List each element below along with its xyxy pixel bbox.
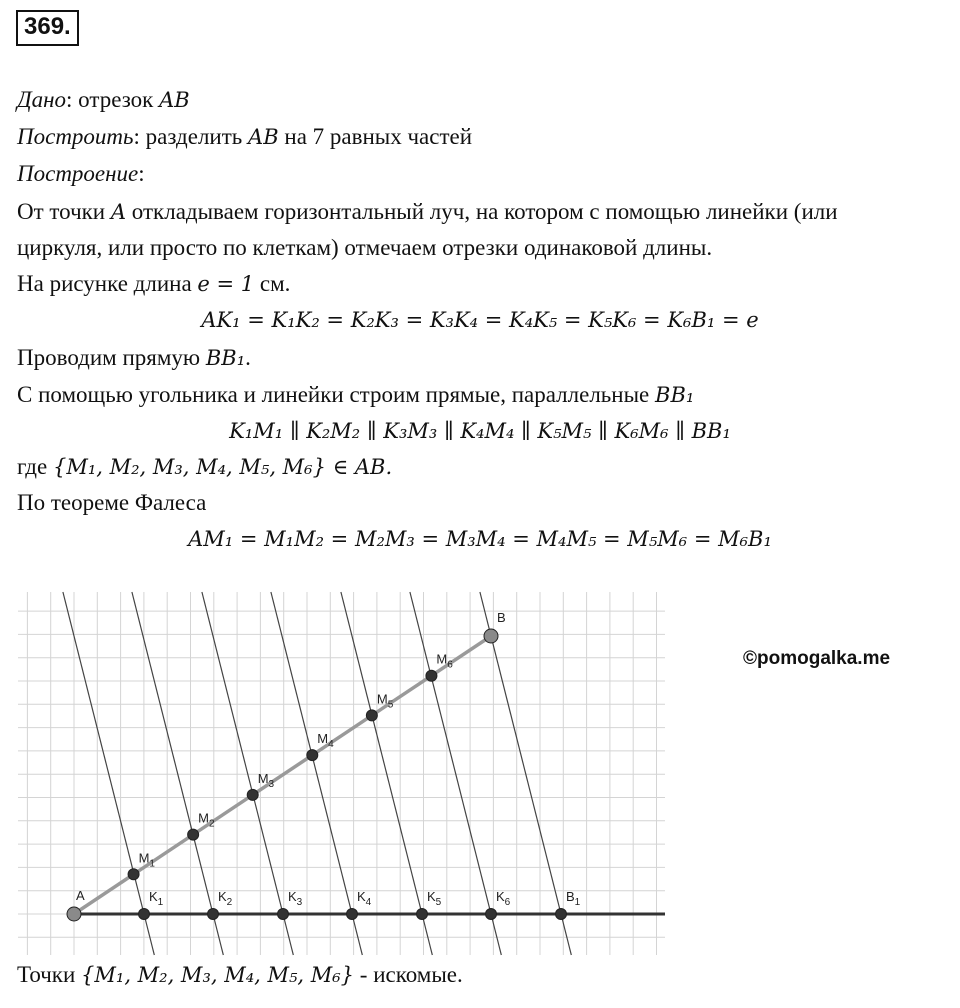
conclusion-text2: - искомые. (354, 962, 463, 987)
label-k3: $K_3$ (288, 889, 303, 908)
conclusion-text1: Точки (17, 962, 82, 987)
point-a (67, 907, 81, 921)
parallel-note-text: С помощью угольника и линейки строим прямые, параллельные (17, 382, 656, 407)
length-note-text: На рисунке длина (17, 271, 198, 296)
equation-parallel: K₁M₁ ∥ K₂M₂ ∥ K₃M₃ ∥ K₄M₄ ∥ K₅M₅ ∥ K₆M₆ ∥ BB₁ (229, 419, 731, 443)
paragraph-line1-math: A (110, 200, 127, 224)
conclusion-math: {M₁, M₂, M₃, M₄, M₅, M₆} (81, 963, 355, 987)
label-a: A (76, 888, 85, 903)
parallel-note-math: BB₁ (655, 383, 695, 407)
point-m3 (247, 789, 258, 800)
label-m2: $M_2$ (198, 810, 215, 830)
draw-line-dot: . (245, 345, 251, 370)
equation-ak: AK₁ = K₁K₂ = K₂K₃ = K₃K₄ = K₄K₅ = K₅K₆ = K₆B₁ = e (201, 308, 759, 332)
point-b1 (556, 909, 567, 920)
draw-line-math: BB₁ (205, 346, 246, 370)
where-math: {M₁, M₂, M₃, M₄, M₅, M₆} ∈ AB. (52, 455, 393, 479)
given-text: : отрезок (66, 87, 160, 112)
label-b: B (497, 610, 506, 625)
label-m6: $M_6$ (436, 651, 453, 671)
point-m6 (426, 670, 437, 681)
point-labels (76, 610, 581, 908)
point-m4 (307, 750, 318, 761)
label-k5: $K_5$ (427, 889, 442, 908)
where-text: где (17, 454, 53, 479)
theorem-line: По теореме Фалеса (17, 490, 207, 515)
label-k1: $K_1$ (149, 889, 164, 908)
point-k3 (278, 909, 289, 920)
label-k2: $K_2$ (218, 889, 233, 908)
label-k4: $K_4$ (357, 889, 372, 908)
label-k6: $K_6$ (496, 889, 511, 908)
given-label: Дано (17, 87, 67, 112)
construction-colon: : (138, 161, 145, 186)
point-m1 (128, 869, 139, 880)
point-k1 (139, 909, 150, 920)
point-k5 (417, 909, 428, 920)
construct-label: Построить (17, 124, 134, 149)
label-m3: $M_3$ (257, 770, 275, 790)
point-k4 (347, 909, 358, 920)
given-math: AB (159, 88, 190, 112)
label-m1: $M_1$ (138, 850, 155, 870)
point-m2 (188, 829, 199, 840)
construct-text2: на 7 равных частей (278, 124, 473, 149)
paragraph-line1a: От точки (17, 199, 111, 224)
conclusion-line (17, 960, 463, 990)
equation-am: AM₁ = M₁M₂ = M₂M₃ = M₃M₄ = M₄M₅ = M₅M₆ = M₆B₁ (188, 527, 772, 551)
length-note-unit: см. (254, 271, 291, 296)
label-m5: $M_5$ (376, 691, 394, 711)
watermark: ©pomogalka.me (743, 648, 891, 669)
point-k2 (208, 909, 219, 920)
length-note-math: e = 1 (197, 272, 255, 296)
construct-math: AB (248, 125, 279, 149)
label-b1: $B_1$ (566, 889, 581, 908)
construct-text1: : разделить (133, 124, 249, 149)
draw-line-text: Проводим прямую (17, 345, 206, 370)
point-m5 (366, 710, 377, 721)
construction-label: Построение (17, 161, 139, 186)
point-k6 (486, 909, 497, 920)
paragraph-line1b: откладываем горизонтальный луч, на котором с помощью линейки (или (126, 199, 838, 224)
problem-number: 369. (16, 10, 79, 46)
paragraph-line-2: циркуля, или просто по клеткам) отмечаем отрезки одинаковой длины. (17, 235, 713, 260)
label-m4: $M_4$ (317, 731, 334, 751)
point-b (484, 629, 498, 643)
